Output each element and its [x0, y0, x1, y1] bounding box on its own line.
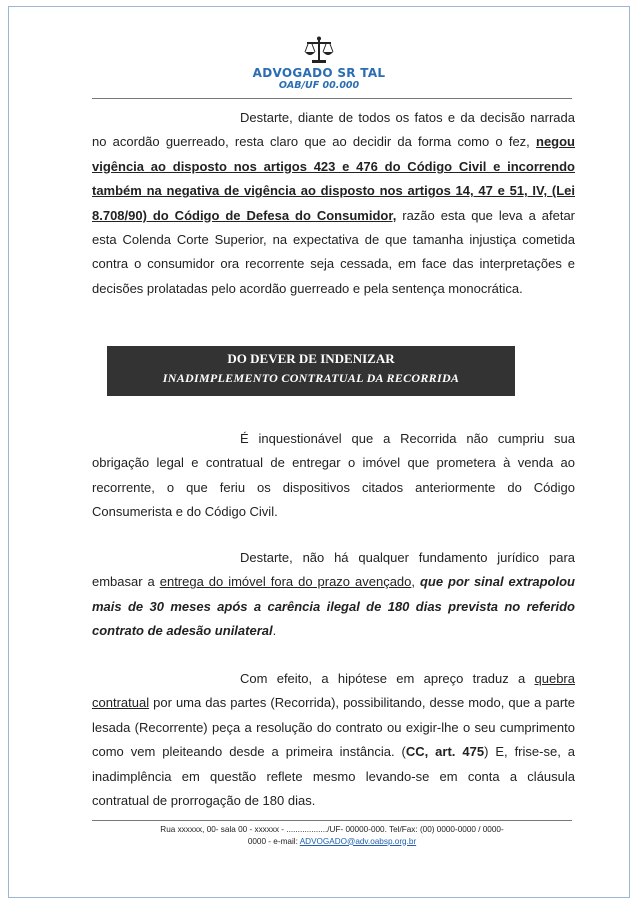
paragraph-1 — [92, 106, 575, 301]
p3-underline: entrega do imóvel fora do prazo avençado — [159, 574, 412, 590]
p4-text-3: ) E, frise-se, a inadimplência em questão reflete mesmo levando-se em conta a cláusula contratual de prorrogação de 180 dias. — [92, 744, 575, 809]
p4-underline: quebra contratual — [92, 671, 575, 711]
p2-text: É inquestionável que a Recorrida não cumpriu sua obrigação legal e contratual de entregar o imóvel que prometera à venda ao recorrente, o que feriu os dispositivos citados anteriormente do Código Consumerista e do Código Civil. — [92, 431, 575, 520]
footer-email-link[interactable]: ADVOGADO@adv.oabsp.org.br — [299, 836, 417, 846]
header-divider — [92, 98, 572, 99]
p1-bold-2: vigência ao disposto nos artigos 423 e 476 do Código Civil e incorrendo também na negativa de vigência ao disposto nos artigos 14, 47 e 51, IV, (Lei 8.708/90) do Código de Defesa do Consumidor, — [92, 158, 575, 223]
logo — [0, 36, 638, 66]
footer-line-1: Rua xxxxxx, 00- sala 00 - xxxxxx - ................../UF- 00000-000. Tel/Fax: (00) 0000-0000 / 0000- — [160, 825, 504, 834]
p3-bold-italic: que por sinal extrapolou mais de 30 meses após a carência ilegal de 180 dias prevista no referido contrato de adesão unilateral — [92, 574, 575, 639]
p1-text-2: razão esta que leva a afetar esta Colenda Corte Superior, na expectativa de que tamanha injustiça cometida contra o consumidor ora recorrente seja cessada, em face das interpretações e decisões prolatadas pelo acordão guerreado e pela sentença monocrática. — [92, 207, 575, 296]
p4-text-1: Com efeito, a hipótese em apreço traduz a — [240, 671, 535, 686]
p1-bold-1: negou — [536, 134, 575, 150]
footer-divider — [92, 820, 572, 821]
p3-text-1: Destarte, não há qualquer fundamento jurídico para embasar a — [92, 550, 575, 590]
p3-text-2: , — [411, 574, 420, 590]
scales-of-justice-icon — [302, 36, 336, 66]
footer-line-2-prefix: 0000 - e-mail: — [247, 836, 300, 846]
logo-name: ADVOGADO SR TAL — [252, 66, 386, 80]
p4-bold: CC, art. 475 — [405, 744, 485, 760]
section-subtitle: INADIMPLEMENTO CONTRATUAL DA RECORRIDA — [162, 371, 460, 385]
p3-text-3: . — [272, 623, 277, 639]
logo-oab-number: OAB/UF 00.000 — [278, 80, 360, 91]
paragraph-3 — [92, 546, 575, 644]
paragraph-2 — [92, 427, 575, 525]
paragraph-4 — [92, 667, 575, 813]
section-title: DO DEVER DE INDENIZAR — [227, 351, 395, 366]
section-heading-box — [107, 346, 515, 396]
footer-line-2 — [92, 836, 572, 848]
p1-text-1: Destarte, diante de todos os fatos e da decisão narrada no acordão guerreado, resta claro que ao decidir da forma como o fez, — [92, 110, 575, 150]
footer-address — [92, 824, 572, 847]
p4-text-2: por uma das partes (Recorrida), possibilitando, desse modo, que a parte lesada (Recorrente) peça a resolução do contrato ou exigir-lhe o seu cumprimento como vem pleiteando desde a primeira instância. ( — [92, 695, 575, 760]
